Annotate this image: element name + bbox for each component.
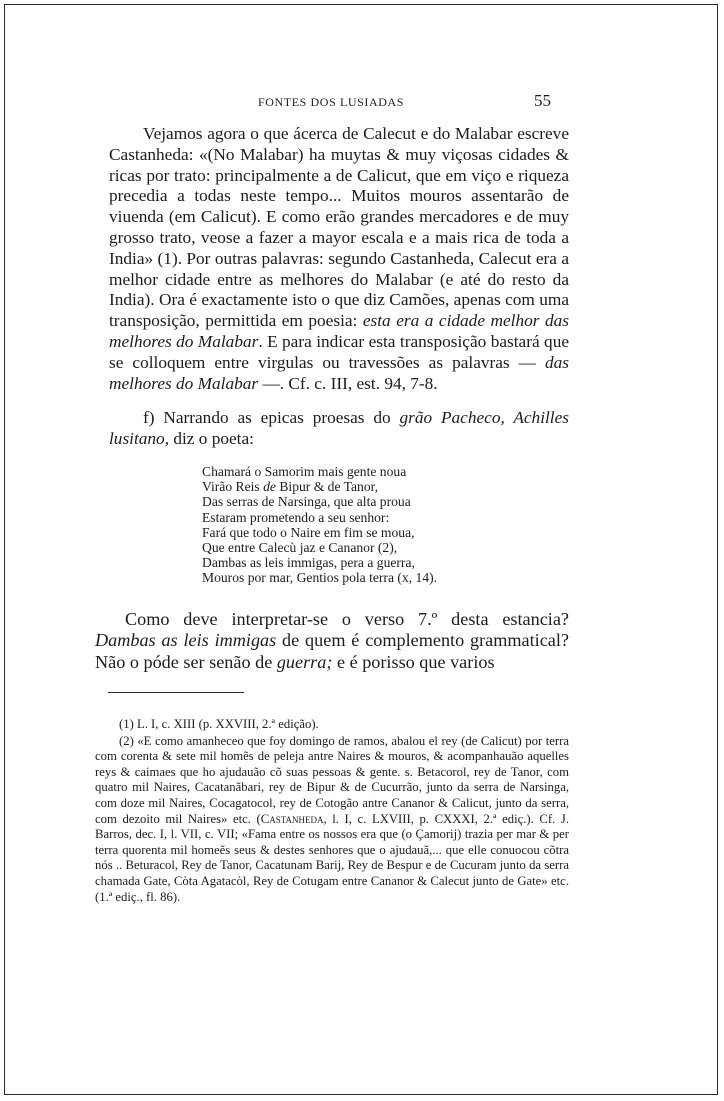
paragraph-text: —. Cf. c. III, est. 94, 7-8.	[258, 373, 438, 393]
footnote-text: (2) «E como amanheceo que foy domingo de ramos, abalou el rey (de Calicut) por terra com corenta & sete mil homẽs de peleja antre Naires & mouros, & acompanhauão aquelles reys & caimaes que ho ajudauão cõ suas pessoas & gente. s. Betacorol, rey de Tanor, com quatro mil Naires, Cacatanãbari, rey de Bipur & de Cucurrão, junto da serra de Narsinga, com doze mil Naires, Cocagatocol, rey de Cotogão antre Cananor & Calicut, junto da serra, com dezoito mil Naires» etc. (	[95, 733, 569, 826]
verse-text: Virão Reis	[202, 479, 264, 495]
main-text-continued	[95, 609, 569, 673]
paragraph-italic: guerra;	[276, 651, 333, 672]
paragraph-text: f) Narrando as epicas proesas do	[143, 408, 400, 428]
paragraph-pacheco	[109, 408, 569, 450]
paragraph-text: e é porisso que varios	[332, 651, 495, 672]
verse-quotation	[202, 464, 492, 586]
paragraph-text: . E para indicar esta transposição bastará que se colloquem entre virgulas ou travessões as palavras —	[109, 331, 569, 372]
paragraph-text: de quem é complemento grammatical? Não o póde ser senão de	[95, 630, 570, 672]
verse-line: Das serras de Narsinga, que alta proua	[202, 494, 411, 510]
verse-line: Dambas as leis immigas, pera a guerra,	[202, 555, 415, 571]
footnote-1: (1) L. I, c. XIII (p. XXVIII, 2.ª edição).	[119, 717, 319, 731]
paragraph-text: diz o poeta:	[169, 429, 254, 449]
paragraph-italic: das melhores do Malabar	[109, 352, 569, 393]
verse-text: Bipur & de Tanor,	[275, 479, 379, 495]
verse-line	[202, 479, 492, 494]
page-header	[0, 91, 724, 111]
paragraph-italic: Dambas as leis immigas	[95, 630, 277, 651]
verse-line: Fará que todo o Naire em fim se moua,	[202, 524, 415, 540]
footnotes	[95, 717, 569, 905]
verse-line: Chamará o Samorim mais gente noua	[202, 464, 407, 479]
footnote-author: Castanheda	[260, 811, 324, 826]
footnote-2	[95, 734, 569, 906]
main-text	[109, 124, 569, 450]
paragraph-interpretation	[95, 609, 569, 673]
footnote-text: , l. I, c. LXVIII, p. CXXXI, 2.ª ediç.). Cf. J. Barros, dec. I, l. VII, c. VII; «Fama entre os nossos era que (o Çamorij) trazia per mar & per terra quorenta mil homeẽs seus & destes senhores que o ajudauã,... que elle conuocou cõtra nós .. Beturacol, Rey de Tanor, Cacatunam Barij, Rey de Bespur e de Cucuram junto da serra chamada Gate, Còta Agatacòl, Rey de Cotugam entre Cananor & Calecut junto de Gate» etc. (1.ª ediç., fl. 86).	[95, 811, 569, 904]
page-number: 55	[534, 91, 551, 110]
verse-italic: de	[263, 479, 276, 495]
verse-line: Mouros por mar, Gentios pola terra (x, 14).	[202, 570, 438, 586]
footnote-separator	[108, 692, 244, 693]
paragraph-castanheda	[109, 124, 569, 394]
running-title: FONTES DOS LUSIADAS	[258, 95, 405, 109]
paragraph-italic: grão Pacheco, Achilles lusitano,	[109, 408, 569, 449]
verse-line: Estaram prometendo a seu senhor:	[202, 509, 390, 525]
paragraph-italic: esta era a cidade melhor das melhores do Malabar	[109, 311, 569, 351]
verse-line: Que entre Calecù jaz e Cananor (2),	[202, 540, 398, 556]
paragraph-text: Vejamos agora o que ácerca de Calecut e do Malabar escreve Castanheda: «(No Malabar) ha muytas & muy viçosas cidades & ricas por trato: principalmente a de Calicut, que em viço e riqueza precedia a todas neste tempo... Muitos mouros assentarão de viuenda (em Calicut). E como erão grandes mercadores e de muy grosso trato, veose a fazer a mayor escala e a mais rica de toda a India» (1). Por outras palavras: segundo Castanheda, Calecut era a melhor cidade entre as melhores do Malabar (e até do resto da India). Ora é exactamente isto o que diz Camões, apenas com uma transposição, permittida em poesia:	[109, 124, 569, 331]
paragraph-text: Como deve interpretar-se o verso 7.º desta estancia?	[125, 609, 569, 629]
